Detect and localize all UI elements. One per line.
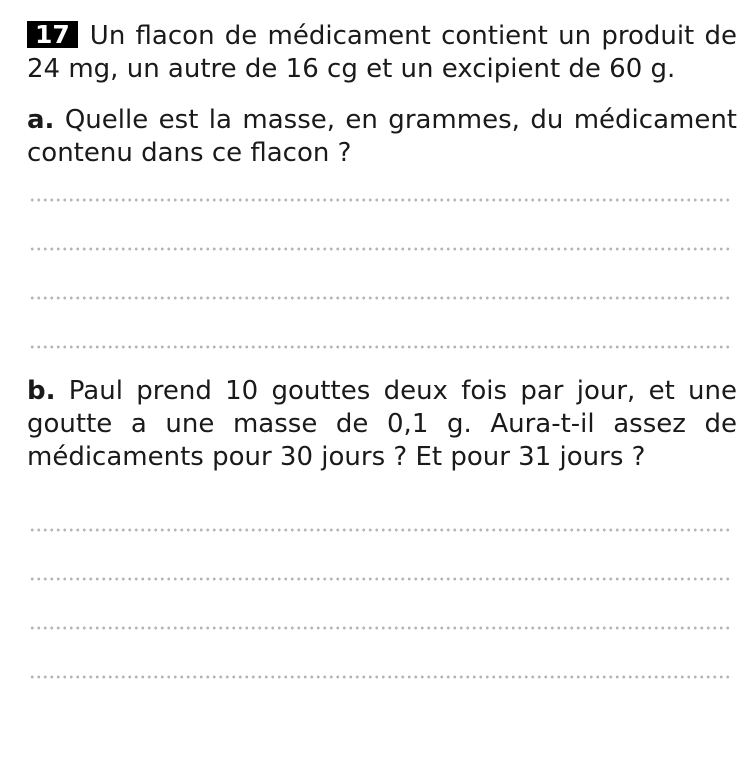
exercise-statement: [27, 20, 737, 86]
answer-line[interactable]: [29, 528, 733, 532]
answer-line[interactable]: [29, 345, 733, 349]
question-a-text: Quelle est la masse, en grammes, du médicament contenu dans ce flacon ?: [27, 105, 737, 168]
exercise-17: [27, 20, 737, 679]
answer-line[interactable]: [29, 296, 733, 300]
question-a: [27, 104, 737, 170]
question-b: [27, 375, 737, 474]
answer-line[interactable]: [29, 626, 733, 630]
exercise-number-badge: 17: [27, 21, 78, 48]
answer-area-a: [27, 198, 737, 349]
question-b-text: Paul prend 10 gouttes deux fois par jour, et une goutte a une masse de 0,1 g. Aura-t-il assez de médicaments pour 30 jours ? Et pour 31 jours ?: [27, 376, 738, 472]
answer-line[interactable]: [29, 675, 733, 679]
answer-area-b: [27, 528, 737, 679]
answer-line[interactable]: [29, 577, 733, 581]
answer-line[interactable]: [29, 198, 733, 202]
statement-text: Un flacon de médicament contient un produit de 24 mg, un autre de 16 cg et un excipient de 60 g.: [27, 21, 737, 84]
answer-line[interactable]: [29, 247, 733, 251]
question-b-letter: b.: [27, 376, 56, 406]
question-a-letter: a.: [27, 105, 55, 135]
